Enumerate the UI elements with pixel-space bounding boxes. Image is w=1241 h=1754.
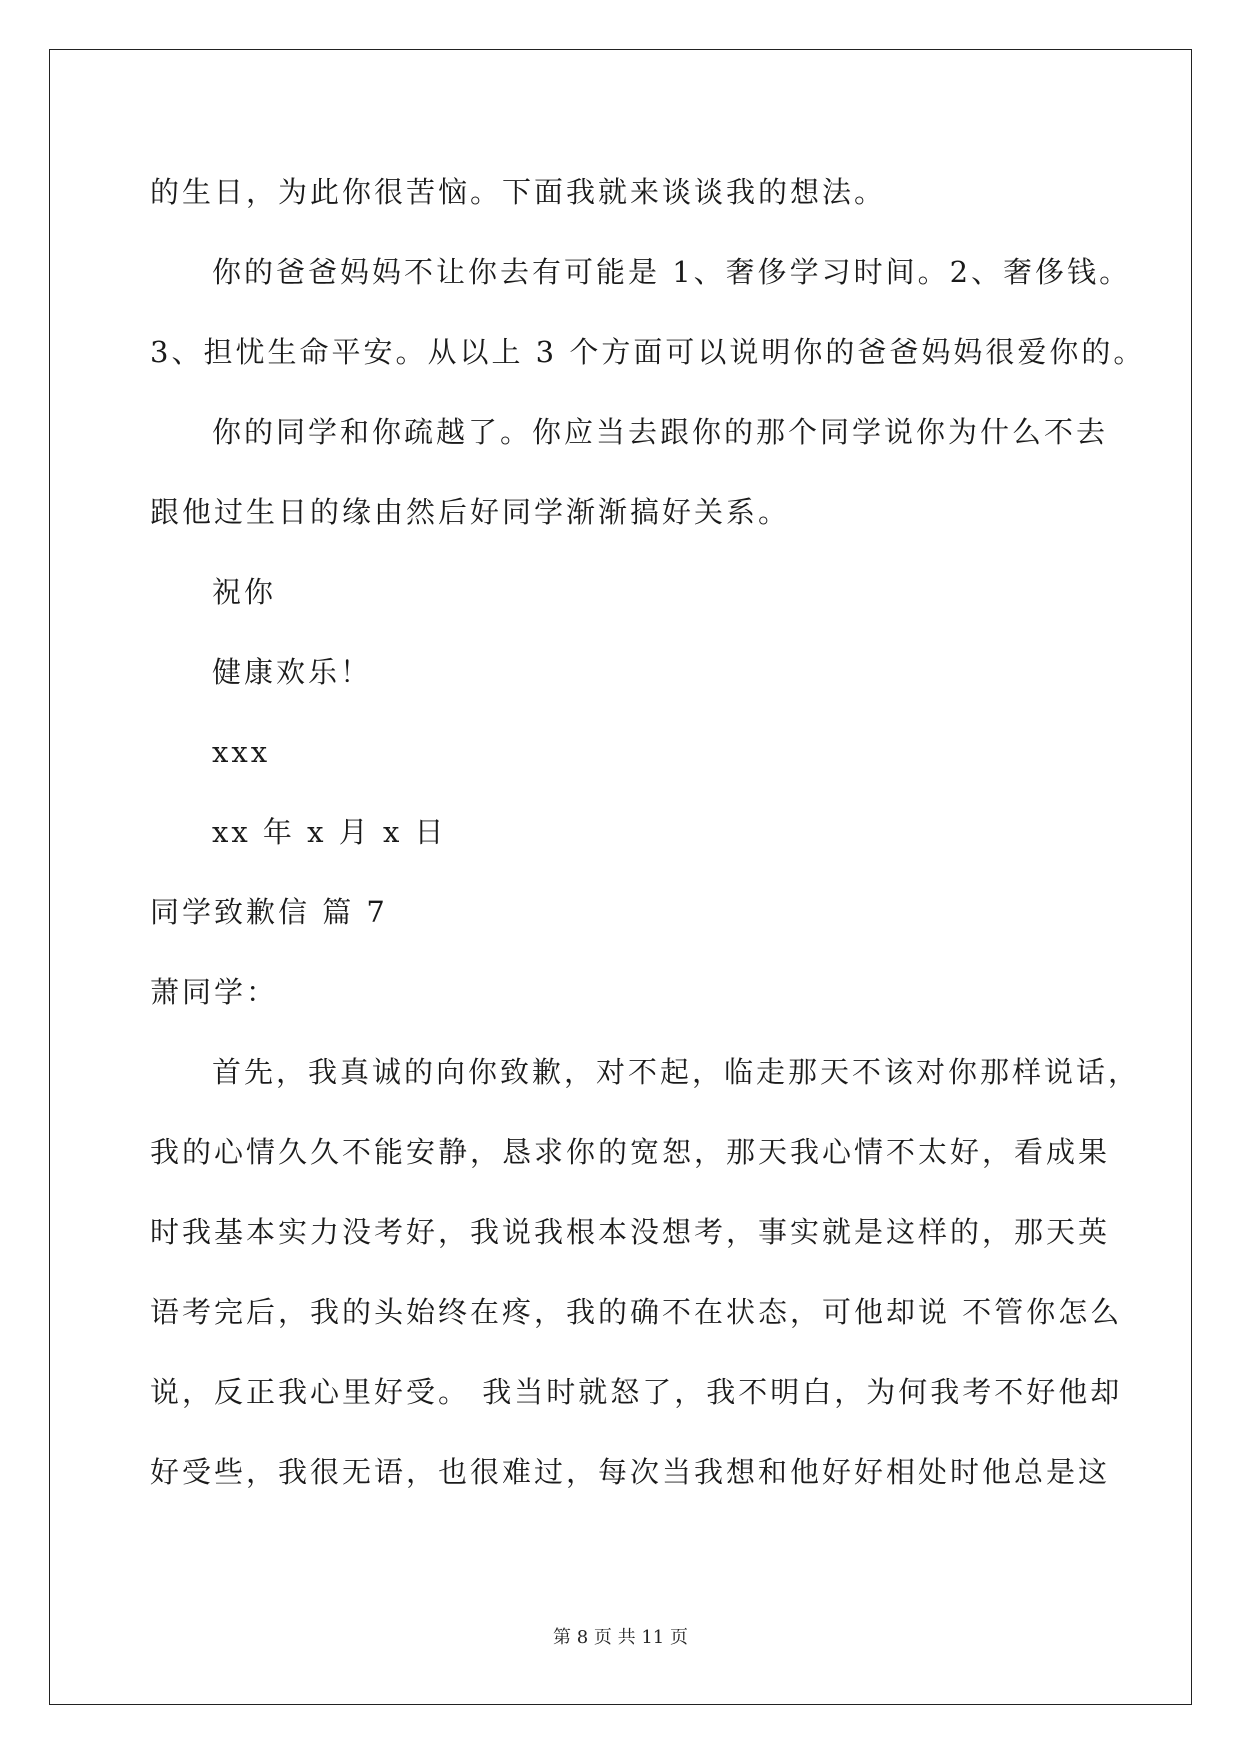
salutation: 萧同学： bbox=[150, 975, 279, 1009]
paragraph-line: 你的爸爸妈妈不让你去有可能是 1、奢侈学习时间。2、奢侈钱。 bbox=[212, 255, 1132, 289]
paragraph-line: 语考完后，我的头始终在疼，我的确不在状态，可他却说 不管你怎么 bbox=[150, 1295, 1123, 1329]
paragraph-line: 跟他过生日的缘由然后好同学渐渐搞好关系。 bbox=[150, 495, 791, 529]
paragraph-line: 你的同学和你疏越了。你应当去跟你的那个同学说你为什么不去 bbox=[212, 415, 1109, 449]
section-heading: 同学致歉信 篇 7 bbox=[150, 895, 388, 929]
page-number: 第 8 页 共 11 页 bbox=[553, 1627, 688, 1648]
paragraph-line: 的生日，为此你很苦恼。下面我就来谈谈我的想法。 bbox=[150, 175, 887, 209]
date-line: xx 年 x 月 x 日 bbox=[212, 815, 447, 849]
signature: xxx bbox=[212, 735, 271, 769]
paragraph-line: 说，反正我心里好受。 我当时就怒了，我不明白，为何我考不好他却 bbox=[150, 1375, 1123, 1409]
paragraph-line: 好受些，我很无语，也很难过，每次当我想和他好好相处时他总是这 bbox=[150, 1455, 1111, 1489]
paragraph-line: 时我基本实力没考好，我说我根本没想考，事实就是这样的，那天英 bbox=[150, 1215, 1111, 1249]
closing-greeting: 祝你 bbox=[212, 575, 277, 609]
paragraph-line: 首先，我真诚的向你致歉，对不起，临走那天不该对你那样说话， bbox=[212, 1055, 1141, 1089]
paragraph-line: 3、担忧生命平安。从以上 3 个方面可以说明你的爸爸妈妈很爱你的。 bbox=[150, 335, 1146, 369]
closing-wish: 健康欢乐！ bbox=[212, 655, 373, 689]
paragraph-line: 我的心情久久不能安静，恳求你的宽恕，那天我心情不太好，看成果 bbox=[150, 1135, 1111, 1169]
